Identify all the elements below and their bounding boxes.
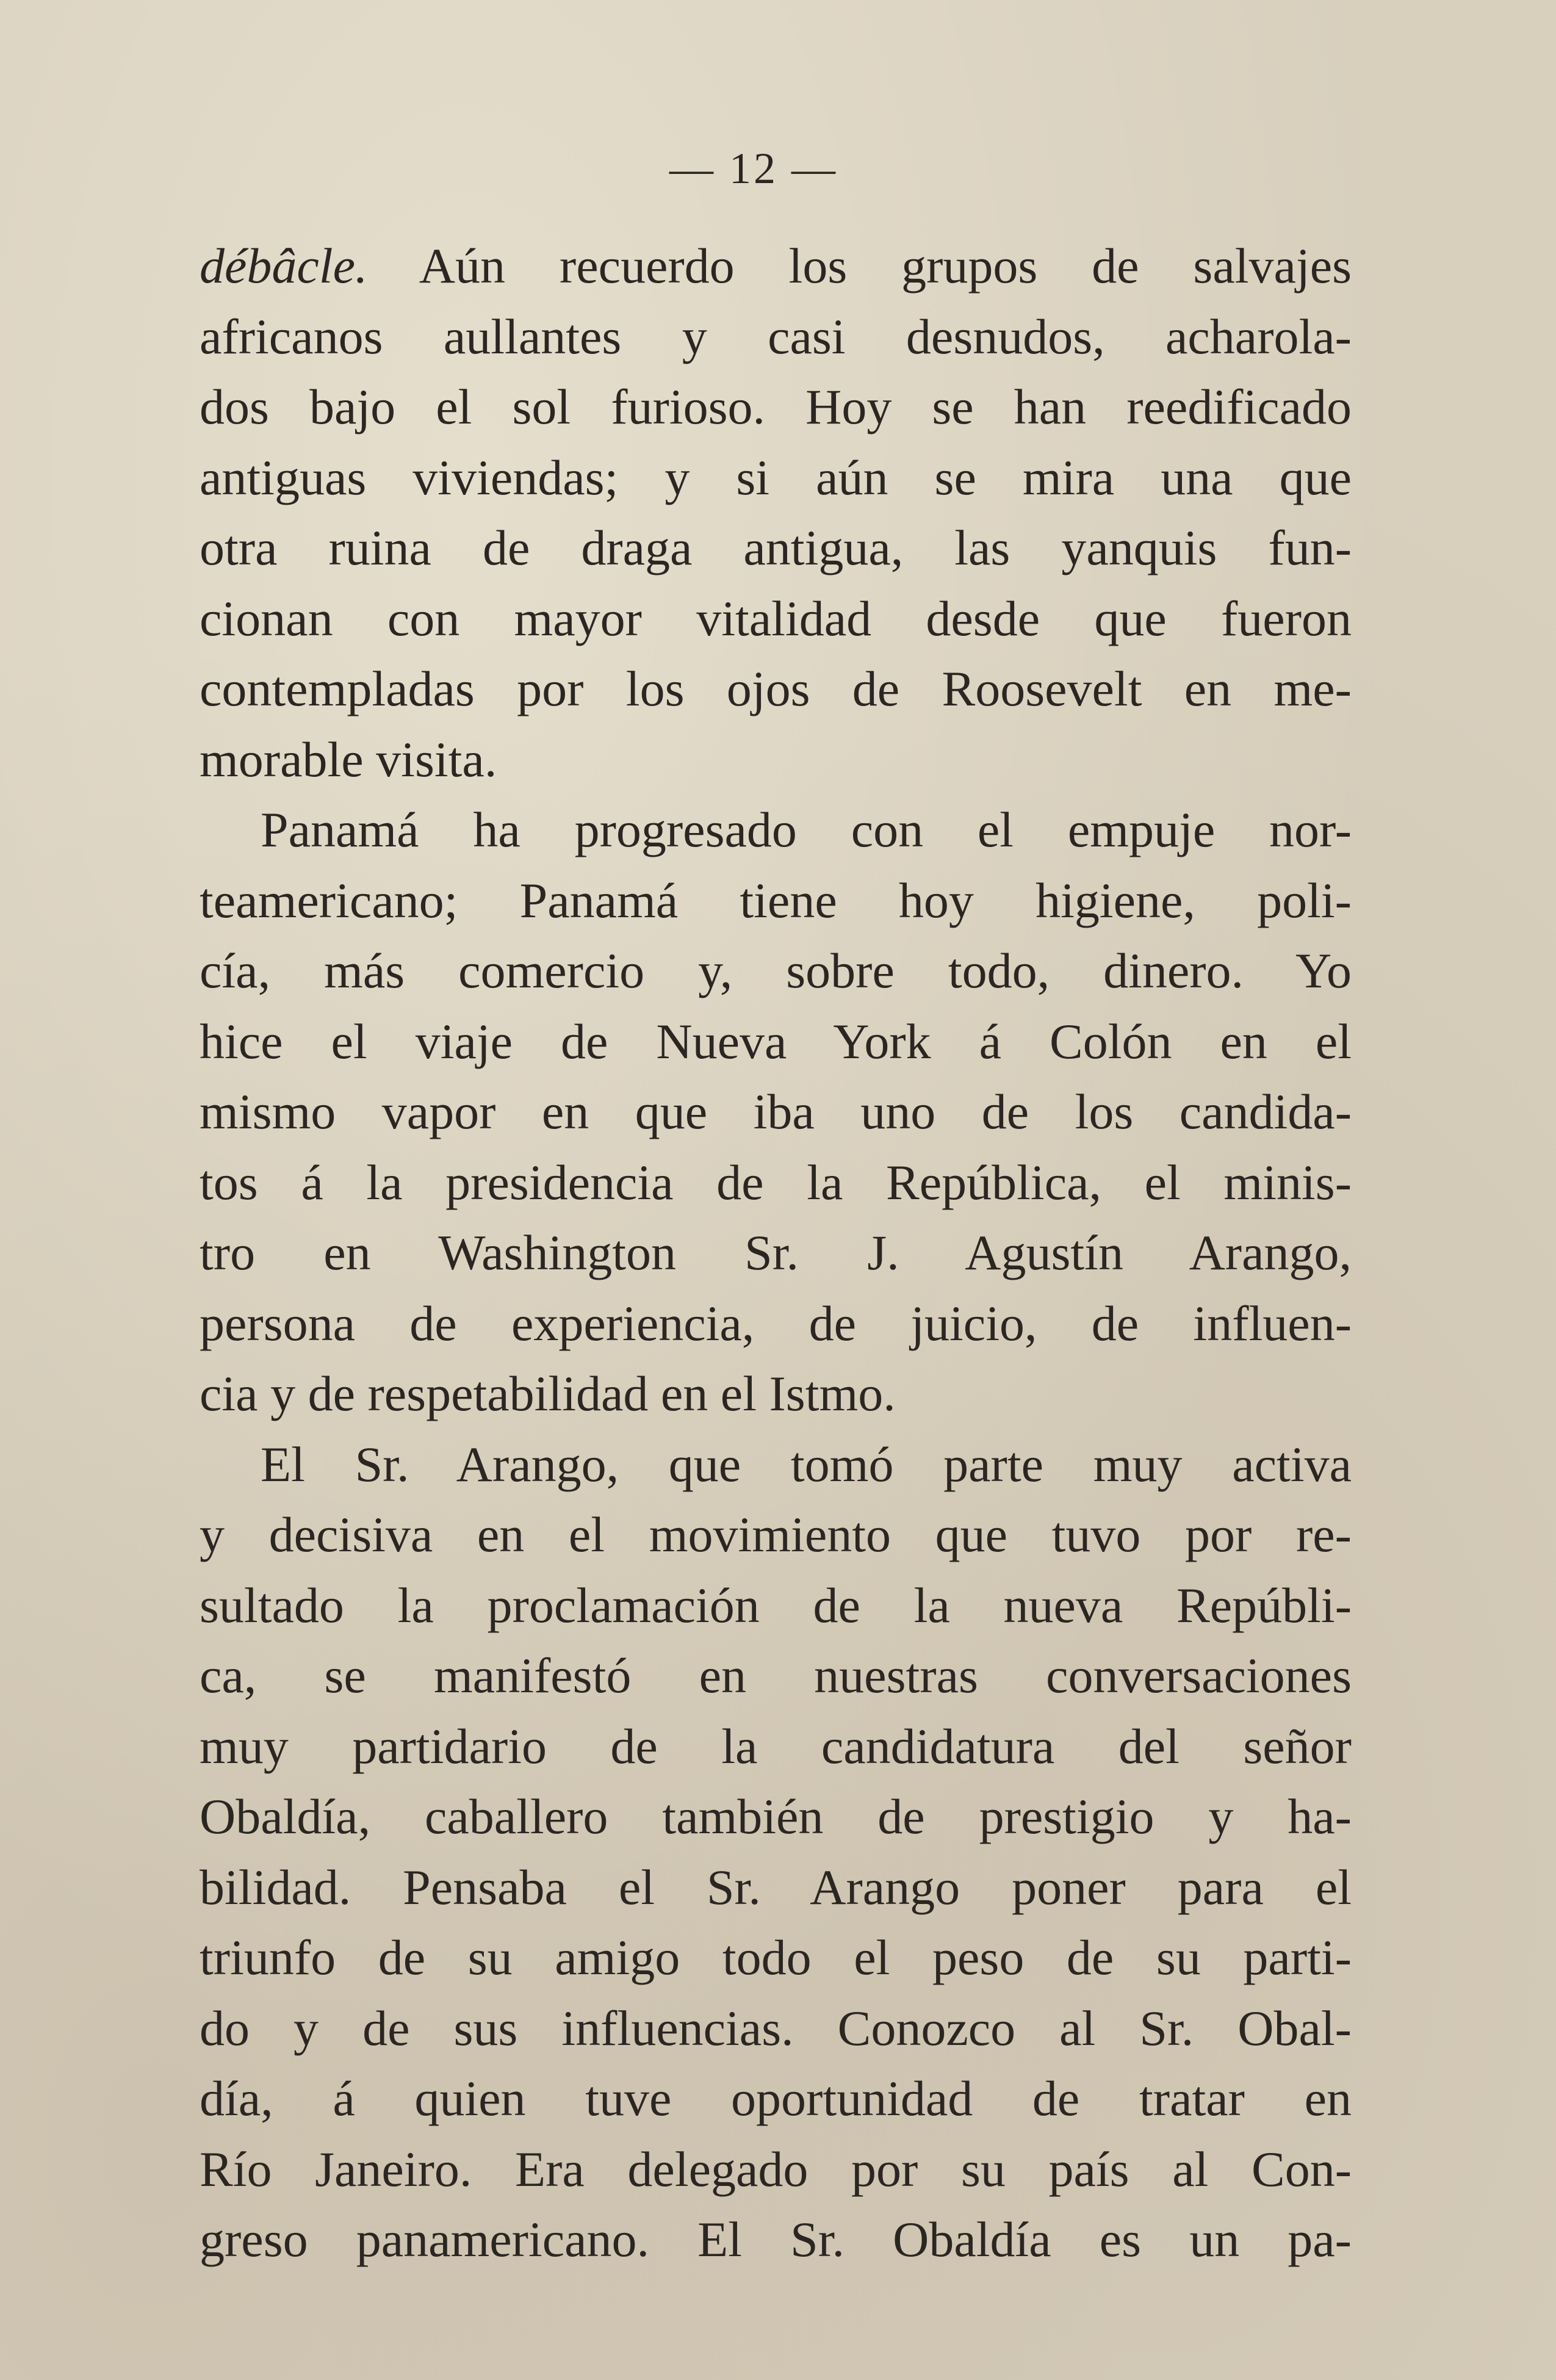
text-line: cionan con mayor vitalidad desde que fueron xyxy=(200,590,1352,646)
italic-word: débâcle. xyxy=(200,238,368,294)
text-line: Río Janeiro. Era delegado por su país al Con- xyxy=(200,2141,1352,2197)
text-line: Obaldía, caballero también de prestigio y ha- xyxy=(200,1789,1352,1844)
text-line: teamericano; Panamá tiene hoy higiene, poli- xyxy=(200,872,1352,928)
text-line: contempladas por los ojos de Roosevelt en me- xyxy=(200,661,1352,716)
text-line: greso panamericano. El Sr. Obaldía es un pa- xyxy=(200,2212,1352,2267)
text-line: hice el viaje de Nueva York á Colón en el xyxy=(200,1013,1352,1069)
text-line: bilidad. Pensaba el Sr. Arango poner para el xyxy=(200,1859,1352,1915)
text-line: do y de sus influencias. Conozco al Sr. Obal- xyxy=(200,2000,1352,2056)
text-line: morable visita. xyxy=(200,731,497,787)
paragraph-start-line: Panamá ha progresado con el empuje nor- xyxy=(261,802,1352,857)
page-number: — 12 — xyxy=(669,144,838,193)
paragraph-start-line: El Sr. Arango, que tomó parte muy activa xyxy=(261,1436,1352,1492)
text-line: mismo vapor en que iba uno de los candida- xyxy=(200,1084,1352,1139)
text-line: muy partidario de la candidatura del señor xyxy=(200,1718,1352,1774)
text-line: y decisiva en el movimiento que tuvo por re- xyxy=(200,1507,1352,1562)
text-line: tos á la presidencia de la República, el minis- xyxy=(200,1154,1352,1210)
text-line: antiguas viviendas; y si aún se mira una que xyxy=(200,449,1352,505)
text-line: otra ruina de draga antigua, las yanquis fun- xyxy=(200,520,1352,575)
text-line: cía, más comercio y, sobre todo, dinero. Yo xyxy=(200,943,1352,998)
text-line: africanos aullantes y casi desnudos, acharola- xyxy=(200,308,1352,364)
text-line: sultado la proclamación de la nueva Repúbli- xyxy=(200,1577,1352,1633)
text-line: triunfo de su amigo todo el peso de su parti- xyxy=(200,1930,1352,1985)
text-line: persona de experiencia, de juicio, de influen- xyxy=(200,1295,1352,1351)
text-line xyxy=(200,231,1352,301)
text-line: dos bajo el sol furioso. Hoy se han reedificado xyxy=(200,379,1352,435)
text-line: ca, se manifestó en nuestras conversaciones xyxy=(200,1648,1352,1703)
body-text xyxy=(200,231,1352,2275)
text-line: tro en Washington Sr. J. Agustín Arango, xyxy=(200,1225,1352,1280)
line-text: Aún recuerdo los grupos de salvajes xyxy=(367,238,1352,294)
text-line: día, á quien tuve oportunidad de tratar en xyxy=(200,2071,1352,2126)
text-line: cia y de respetabilidad en el Istmo. xyxy=(200,1366,896,1421)
